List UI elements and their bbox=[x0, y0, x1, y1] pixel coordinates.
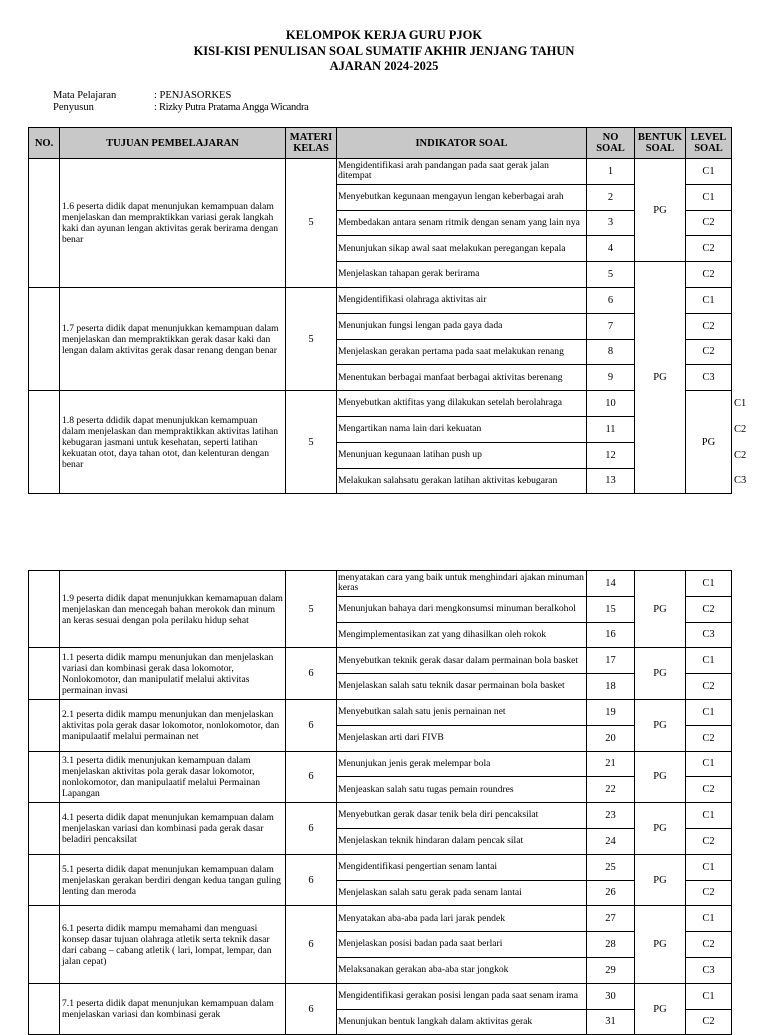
tujuan-cell: 6.1 peserta didik mampu memahami dan menguasi konsep dasar tujuan olahraga atletik serta teknik dasar dari cabang – cabang atletik ( lari, lompat, lempar, dan jalan cepat) bbox=[60, 906, 286, 983]
indikator-cell: menyatakan cara yang baik untuk menghindari ajakan minuman keras bbox=[337, 571, 587, 597]
no-soal-cell: 7 bbox=[587, 313, 635, 339]
header-line-1: KELOMPOK KERJA GURU PJOK bbox=[285, 28, 483, 42]
col-header-materi: MATERI KELAS bbox=[286, 128, 337, 159]
level-soal-cell: C2 bbox=[686, 210, 732, 236]
indikator-cell: Menjelaskan posisi badan pada saat berlari bbox=[337, 932, 587, 958]
indikator-cell: Mengartikan nama lain dari kekuatan bbox=[337, 416, 587, 442]
no-soal-cell: 25 bbox=[587, 854, 635, 880]
no-soal-cell: 20 bbox=[587, 725, 635, 751]
indikator-cell: Menyatakan aba-aba pada lari jarak pendek bbox=[337, 906, 587, 932]
materi-kelas-cell: 5 bbox=[286, 391, 337, 494]
col-header-level: LEVEL SOAL bbox=[686, 128, 732, 159]
bentuk-soal-cell: PG bbox=[635, 159, 686, 262]
no-soal-cell: 13 bbox=[587, 468, 635, 494]
table-row bbox=[29, 648, 732, 674]
row-number-cell bbox=[29, 906, 60, 983]
no-soal-cell: 28 bbox=[587, 932, 635, 958]
bentuk-soal-cell: PG bbox=[635, 803, 686, 855]
tujuan-cell: 5.1 peserta didik dapat menunjukan kemampuan dalam menjelaskan gerakan berdiri dengan kedua tangan guling lenting dan meroda bbox=[60, 854, 286, 906]
level-soal-cell: C2 bbox=[686, 596, 732, 622]
no-soal-cell: 11 bbox=[587, 416, 635, 442]
level-soal-cell: C1 bbox=[686, 184, 732, 210]
bentuk-soal-cell: PG bbox=[635, 699, 686, 751]
level-soal-cell: C2 bbox=[686, 674, 732, 700]
no-soal-cell: 27 bbox=[587, 906, 635, 932]
tujuan-cell: 3.1 peserta didik menunjukan kemampuan dalam menjelaskan aktivitas pola gerak dasar lokomotor, nonlokomotor, dan manipulaatif melalui Permainan Lapangan bbox=[60, 751, 286, 803]
tujuan-cell: 1.7 peserta didik dapat menunjukkan kemampuan dalam menjelaskan dan mempraktikkan gerak dasar kaki dan lengan dalam aktivitas gerak dasar renang dengan benar bbox=[60, 287, 286, 390]
bentuk-soal-cell: PG bbox=[635, 906, 686, 983]
indikator-cell: Menentukan berbagai manfaat berbagai aktivitas berenang bbox=[337, 365, 587, 391]
indikator-cell: Menjelaskan salah satu teknik dasar permainan bola basket bbox=[337, 674, 587, 700]
materi-kelas-cell: 6 bbox=[286, 983, 337, 1035]
bentuk-soal-cell: PG bbox=[635, 983, 686, 1035]
level-soal-cell: C1 bbox=[686, 906, 732, 932]
indikator-cell: Menjelaskan tahapan gerak berirama bbox=[337, 262, 587, 288]
indikator-cell: Menunjukan bentuk langkah dalam aktivitas gerak bbox=[337, 1009, 587, 1035]
subject-value: : PENJASORKES bbox=[154, 90, 232, 101]
no-soal-cell: 24 bbox=[587, 828, 635, 854]
no-soal-cell: 30 bbox=[587, 983, 635, 1009]
indikator-cell: Menyebutkan aktifitas yang dilakukan setelah berolahraga bbox=[337, 391, 587, 417]
table-row: Mengartikan nama lain dari kekuatan 11 C2 bbox=[29, 416, 732, 442]
level-soal-cell: C1 bbox=[686, 854, 732, 880]
indikator-cell: Mengidentifikasi pengertian senam lantai bbox=[337, 854, 587, 880]
no-soal-cell: 6 bbox=[587, 287, 635, 313]
materi-kelas-cell: 5 bbox=[286, 159, 337, 288]
materi-kelas-cell: 6 bbox=[286, 854, 337, 906]
indikator-cell: Menunjuan kegunaan latihan push up bbox=[337, 442, 587, 468]
no-soal-cell: 8 bbox=[587, 339, 635, 365]
level-soal-cell: C2 bbox=[686, 777, 732, 803]
indikator-cell: Menyebutkan kegunaan mengayun lengan keberbagai arah bbox=[337, 184, 587, 210]
level-soal-cell: C1 bbox=[686, 571, 732, 597]
level-soal-cell: C1 bbox=[686, 803, 732, 829]
table-row bbox=[29, 287, 732, 313]
no-soal-cell: 10 bbox=[587, 391, 635, 417]
col-header-bentuk: BENTUK SOAL bbox=[635, 128, 686, 159]
indikator-cell: Menjeaskan salah satu tugas pemain roundres bbox=[337, 777, 587, 803]
no-soal-cell: 4 bbox=[587, 236, 635, 262]
bentuk-soal-cell: PG bbox=[635, 751, 686, 803]
materi-kelas-cell: 5 bbox=[286, 571, 337, 648]
materi-kelas-cell: 6 bbox=[286, 699, 337, 751]
table-row bbox=[29, 803, 732, 829]
level-soal-cell: C3 bbox=[686, 365, 732, 391]
no-soal-cell: 19 bbox=[587, 699, 635, 725]
kisi-kisi-table-page-2 bbox=[28, 570, 732, 1035]
tujuan-cell: 2.1 peserta didik mampu menunjukan dan menjelaskan aktivitas pola gerak dasar lokomotor, nonlokomotor, dan manipulaatif melalui permainan net bbox=[60, 699, 286, 751]
no-soal-cell: 5 bbox=[587, 262, 635, 288]
level-soal-cell: C2 bbox=[686, 313, 732, 339]
level-soal-cell: C2 bbox=[686, 932, 732, 958]
row-number-cell bbox=[29, 391, 60, 494]
no-soal-cell: 23 bbox=[587, 803, 635, 829]
level-soal-cell: C2 bbox=[686, 880, 732, 906]
table-row: Menunjuan kegunaan latihan push up 12 C2 bbox=[29, 442, 732, 468]
table-row bbox=[29, 699, 732, 725]
no-soal-cell: 22 bbox=[587, 777, 635, 803]
no-soal-cell: 15 bbox=[587, 596, 635, 622]
row-number-cell bbox=[29, 159, 60, 288]
col-header-indikator: INDIKATOR SOAL bbox=[337, 128, 587, 159]
row-number-cell bbox=[29, 699, 60, 751]
materi-kelas-cell: 6 bbox=[286, 648, 337, 700]
indikator-cell: Mengidentifikasi olahraga aktivitas air bbox=[337, 287, 587, 313]
row-number-cell bbox=[29, 648, 60, 700]
tujuan-cell: 1.6 peserta didik dapat menunjukan kemampuan dalam menjelaskan dan mempraktikkan variasi gerak langkah kaki dan ayunan lengan aktivitas gerak berirama dengan benar bbox=[60, 159, 286, 288]
level-soal-cell: C2 bbox=[686, 262, 732, 288]
tujuan-cell: 1.1 peserta didik mampu menunjukan dan menjelaskan variasi dan kombinasi gerak dasa lokomotor, Nonlokomotor, dan manipulatif melalui aktivitas permainan invasi bbox=[60, 648, 286, 700]
table-row bbox=[29, 751, 732, 777]
indikator-cell: Menjelaskan arti dari FIVB bbox=[337, 725, 587, 751]
no-soal-cell: 1 bbox=[587, 159, 635, 185]
indikator-cell: Menjelaskan salah satu gerak pada senam lantai bbox=[337, 880, 587, 906]
bentuk-soal-cell: PG bbox=[635, 262, 686, 494]
table-row bbox=[29, 571, 732, 597]
tujuan-cell: 4.1 peserta didik dapat menunjukan kemampuan dalam menjelaskan variasi dan kombinasi pada gerak dasar beladiri pencaksilat bbox=[60, 803, 286, 855]
level-soal-cell: C2 bbox=[686, 1009, 732, 1035]
indikator-cell: Menyebutkan gerak dasar tenik bela diri pencaksilat bbox=[337, 803, 587, 829]
level-soal-cell: C1 bbox=[686, 751, 732, 777]
indikator-cell: Melaksanakan gerakan aba-aba star jongkok bbox=[337, 957, 587, 983]
indikator-cell: Menjelaskan teknik hindaran dalam pencak silat bbox=[337, 828, 587, 854]
tujuan-cell: 1.9 peserta didik dapat menunjukkan kemamapuan dalam menjelaskan dan mencegah bahan merokok dan minum an keras sesuai dengan pola perilaku hidup sehat bbox=[60, 571, 286, 648]
no-soal-cell: 16 bbox=[587, 622, 635, 648]
col-header-no: NO. bbox=[29, 128, 60, 159]
no-soal-cell: 17 bbox=[587, 648, 635, 674]
indikator-cell: Melakukan salahsatu gerakan latihan aktivitas kebugaran bbox=[337, 468, 587, 494]
level-soal-cell: C1 bbox=[686, 648, 732, 674]
indikator-cell: Menyebutkan salah satu jenis pernainan net bbox=[337, 699, 587, 725]
no-soal-cell: 9 bbox=[587, 365, 635, 391]
bentuk-soal-cell: PG bbox=[635, 854, 686, 906]
indikator-cell: Mengidentifikasi gerakan posisi lengan pada saat senam irama bbox=[337, 983, 587, 1009]
subject-label: Mata Pelajaran bbox=[53, 90, 117, 101]
tujuan-cell: 7.1 peserta didik dapat menunjukan kemampuan dalam menjelaskan variasi dan kombinasi gerak bbox=[60, 983, 286, 1035]
indikator-cell: Membedakan antara senam ritmik dengan senam yang lain nya bbox=[337, 210, 587, 236]
no-soal-cell: 12 bbox=[587, 442, 635, 468]
materi-kelas-cell: 5 bbox=[286, 287, 337, 390]
author-value: : Rizky Putra Pratama Angga Wicandra bbox=[154, 102, 309, 113]
no-soal-cell: 29 bbox=[587, 957, 635, 983]
level-soal-cell: C1 bbox=[686, 699, 732, 725]
level-soal-cell: C3 bbox=[686, 622, 732, 648]
tujuan-cell: 1.8 peserta ddidik dapat menunjukkan kemampuan dalam menjelaskan dan mempraktikkan aktivitas latihan kebugaran jasmani untuk kesehatan, seperti latihan kekuatan otot, daya tahan otot, dan kelenturan dengan benar bbox=[60, 391, 286, 494]
materi-kelas-cell: 6 bbox=[286, 906, 337, 983]
level-soal-cell: C2 bbox=[686, 339, 732, 365]
header-line-3: AJARAN 2024-2025 bbox=[329, 59, 439, 73]
no-soal-cell: 18 bbox=[587, 674, 635, 700]
table-row: 1.8 peserta ddidik dapat menunjukkan kemampuan dalam menjelaskan dan mempraktikkan aktivitas latihan kebugaran jasmani untuk kesehatan, seperti latihan kekuatan otot, daya tahan otot, dan kelenturan dengan benar 5 Menyebutkan aktifitas yang dilakukan setelah berolahraga 10 PG C1 bbox=[29, 391, 732, 417]
table-row bbox=[29, 159, 732, 185]
indikator-cell: Mengidentifikasi arah pandangan pada saat gerak jalan ditempat bbox=[337, 159, 587, 185]
no-soal-cell: 26 bbox=[587, 880, 635, 906]
row-number-cell bbox=[29, 854, 60, 906]
indikator-cell: Menunjukan jenis gerak melempar bola bbox=[337, 751, 587, 777]
indikator-cell: Menunjukan fungsi lengan pada gaya dada bbox=[337, 313, 587, 339]
author-label: Penyusun bbox=[53, 102, 94, 113]
table-row bbox=[29, 983, 732, 1009]
kisi-kisi-table-page-1 bbox=[28, 127, 747, 494]
row-number-cell bbox=[29, 983, 60, 1035]
bentuk-soal-cell: PG bbox=[635, 648, 686, 700]
bentuk-soal-cell: PG bbox=[686, 391, 732, 494]
table-row bbox=[29, 854, 732, 880]
no-soal-cell: 2 bbox=[587, 184, 635, 210]
level-soal-cell: C2 bbox=[686, 725, 732, 751]
col-header-no-soal: NO SOAL bbox=[587, 128, 635, 159]
level-soal-cell: C3 bbox=[686, 957, 732, 983]
header-line-2: KISI-KISI PENULISAN SOAL SUMATIF AKHIR JENJANG TAHUN bbox=[193, 44, 575, 58]
table-row: Melakukan salahsatu gerakan latihan aktivitas kebugaran 13 C3 bbox=[29, 468, 732, 494]
row-number-cell bbox=[29, 571, 60, 648]
indikator-cell: Menunjukan sikap awal saat melakukan peregangan kepala bbox=[337, 236, 587, 262]
indikator-cell: Menunjukan bahaya dari mengkonsumsi minuman beralkohol bbox=[337, 596, 587, 622]
indikator-cell: Menjelaskan gerakan pertama pada saat melakukan renang bbox=[337, 339, 587, 365]
indikator-cell: Menyebutkan teknik gerak dasar dalam permainan bola basket bbox=[337, 648, 587, 674]
level-soal-cell: C1 bbox=[686, 287, 732, 313]
table-row bbox=[29, 906, 732, 932]
no-soal-cell: 31 bbox=[587, 1009, 635, 1035]
level-soal-cell: C2 bbox=[686, 828, 732, 854]
level-soal-cell: C1 bbox=[686, 983, 732, 1009]
row-number-cell bbox=[29, 287, 60, 390]
materi-kelas-cell: 6 bbox=[286, 751, 337, 803]
no-soal-cell: 14 bbox=[587, 571, 635, 597]
col-header-tujuan: TUJUAN PEMBELAJARAN bbox=[60, 128, 286, 159]
level-soal-cell: C1 bbox=[686, 159, 732, 185]
bentuk-soal-cell: PG bbox=[635, 571, 686, 648]
no-soal-cell: 3 bbox=[587, 210, 635, 236]
row-number-cell bbox=[29, 751, 60, 803]
row-number-cell bbox=[29, 803, 60, 855]
no-soal-cell: 21 bbox=[587, 751, 635, 777]
materi-kelas-cell: 6 bbox=[286, 803, 337, 855]
level-soal-cell: C2 bbox=[686, 236, 732, 262]
indikator-cell: Mengimplementasikan zat yang dihasilkan oleh rokok bbox=[337, 622, 587, 648]
